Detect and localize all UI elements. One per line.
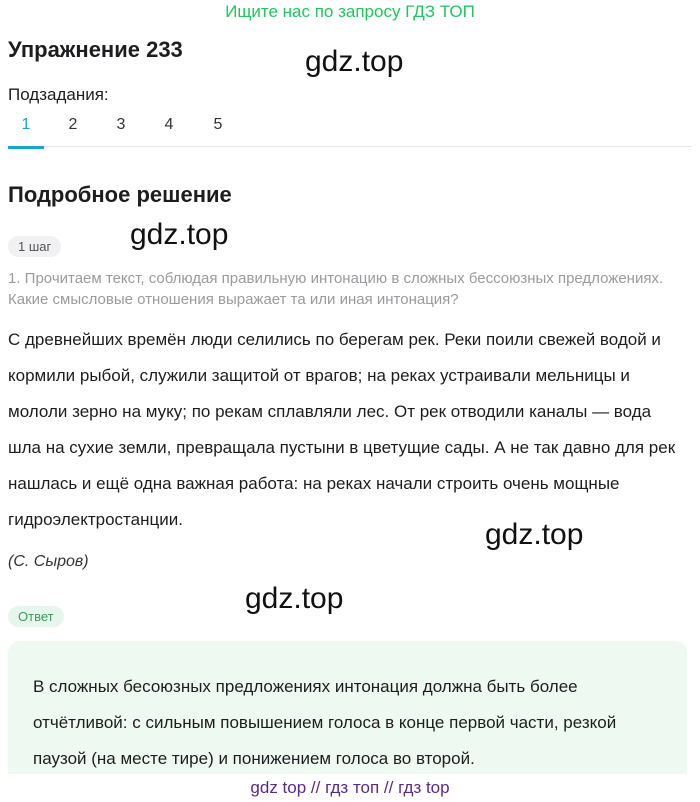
solution-title: Подробное решение — [8, 182, 232, 207]
exercise-text: С древнейших времён люди селились по берегам рек. Реки поили свежей водой и кормили рыбой, служили защитой от врагов; на реках устраивали мельницы и мололи зерно на муку; по рекам сплавляли лес. От рек отводили каналы — вода шла на сухие земли, превращала пустыни в цветущие сады. А не так давно для рек нашлась и ещё одна важная работа: на реках начали строить очень мощные гидроэлектростанции. — [8, 330, 676, 529]
answer-box — [8, 641, 687, 781]
answer-text: В сложных бесоюзных предложениях интонация должна быть более отчётливой: с сильным повышением голоса в конце первой части, резкой паузой (на месте тире) и понижением голоса во второй. — [33, 677, 617, 768]
watermark: gdz.top — [305, 45, 404, 78]
footer-links[interactable]: gdz top // гдз топ // гдз top — [0, 774, 700, 802]
page-title: Упражнение 233 — [8, 37, 183, 62]
promo-banner[interactable]: Ищите нас по запросу ГДЗ ТОП — [225, 2, 475, 21]
watermark: gdz.top — [130, 218, 229, 251]
subtask-tab-4[interactable]: 4 — [164, 116, 174, 133]
subtask-tabs — [8, 110, 692, 147]
subtask-tab-3[interactable]: 3 — [116, 116, 126, 133]
step-badge: 1 шаг — [8, 236, 61, 257]
text-author: (С. Сыров) — [8, 553, 89, 570]
subtask-tab-5[interactable]: 5 — [213, 116, 223, 133]
subtask-tab-2[interactable]: 2 — [68, 116, 78, 133]
subtask-tab-1[interactable]: 1 — [8, 116, 44, 149]
task-text: 1. Прочитаем текст, соблюдая правильную интонацию в сложных бессоюзных предложениях. Какие смысловые отношения выражает та или иная интонация? — [8, 270, 664, 308]
subtasks-label: Подзадания: — [8, 85, 109, 104]
watermark: gdz.top — [245, 582, 344, 615]
answer-badge: Ответ — [8, 606, 64, 627]
watermark: gdz.top — [485, 518, 584, 551]
